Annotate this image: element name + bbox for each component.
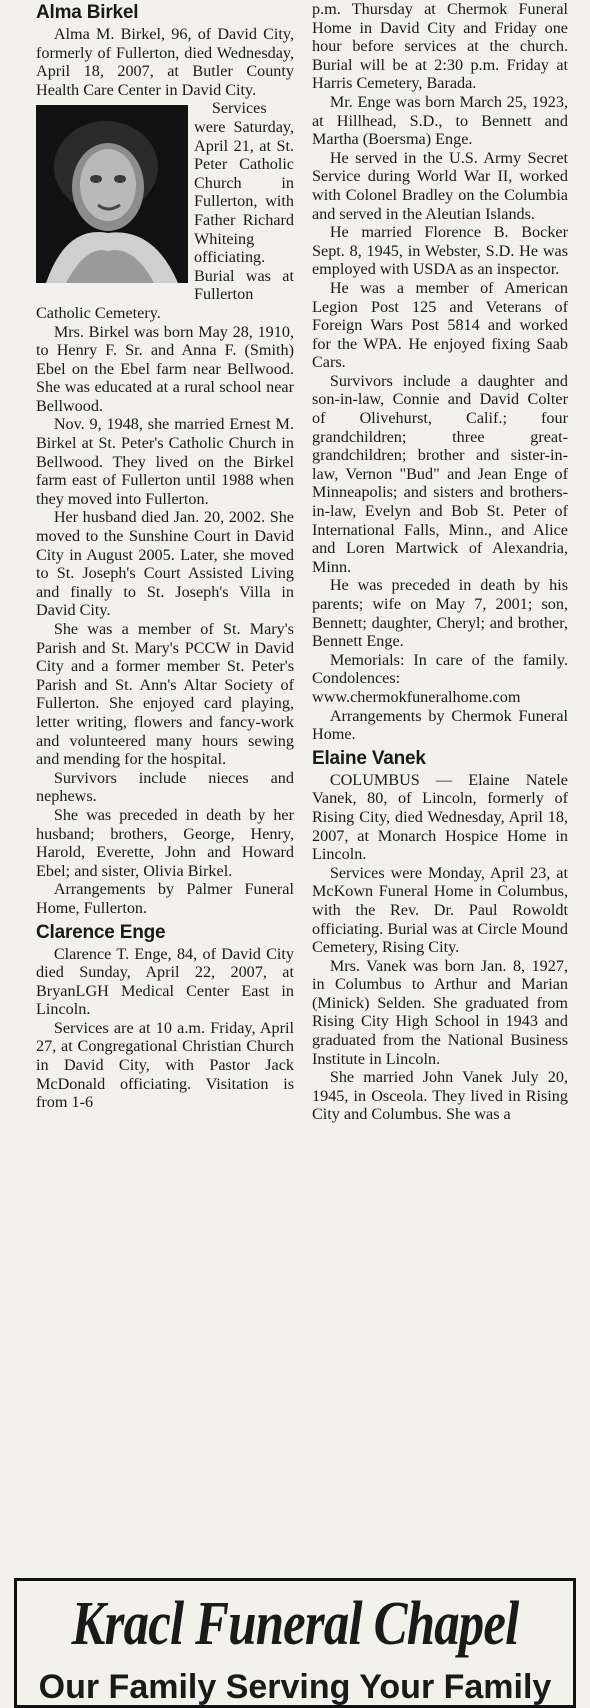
alma-paragraph-9: Arrangements by Palmer Funeral Home, Fullerton. bbox=[36, 880, 294, 917]
clarence-paragraph-2: Services are at 10 a.m. Friday, April 27, at Congregational Christian Church in David City, with Pastor Jack McDonald officiating. Visitation is from 1-6 bbox=[36, 1018, 294, 1112]
elaine-paragraph-4: She married John Vanek July 20, 1945, in Osceola. They lived in Rising City and Columbus. She was a bbox=[312, 1068, 568, 1124]
clarence-paragraph-2-continued: p.m. Thursday at Chermok Funeral Home in David City and Friday one hour before services at the church. Burial will be at 2:30 p.m. Friday at Harris Cemetery, Barada. bbox=[312, 0, 568, 93]
elaine-paragraph-3: Mrs. Vanek was born Jan. 8, 1927, in Columbus to Arthur and Marian (Minick) Selden. She graduated from Rising City High School in 1943 and graduated from the National Business Institute in Lincoln. bbox=[312, 956, 568, 1068]
clarence-paragraph-1: Clarence T. Enge, 84, of David City died Sunday, April 22, 2007, at BryanLGH Medical Center East in Lincoln. bbox=[36, 944, 294, 1019]
clarence-paragraph-6: He was a member of American Legion Post 125 and Veterans of Foreign Wars Post 5814 and worked for the WPA. He enjoyed fixing Saab Cars. bbox=[312, 278, 568, 372]
clarence-paragraph-9: Memorials: In care of the family. Condolences: www.chermokfuneralhome.com bbox=[312, 650, 568, 706]
funeral-chapel-advertisement bbox=[14, 1578, 576, 1708]
left-column bbox=[36, 0, 294, 1112]
clarence-paragraph-3: Mr. Enge was born March 25, 1923, at Hillhead, S.D., to Bennett and Martha (Boersma) Enge. bbox=[312, 92, 568, 149]
clarence-paragraph-7: Survivors include a daughter and son-in-law, Connie and David Colter of Olivehurst, Calif.; four grandchildren; three great-grandchildren; brother and sister-in-law, Vernon "Bud" and Jean Enge of Minneapolis; and sisters and brothers-in-law, Evelyn and Bob St. Peter of International Falls, Minn., and Alice and Loren Martwick of Alexandria, Minn. bbox=[312, 371, 568, 576]
ad-tagline: Our Family Serving Your Family bbox=[38, 1668, 552, 1706]
alma-paragraph-1: Alma M. Birkel, 96, of David City, formerly of Fullerton, died Wednesday, April 18, 2007, at Butler County Health Care Center in David City. bbox=[36, 25, 294, 99]
alma-paragraph-7: Survivors include nieces and nephews. bbox=[36, 768, 294, 806]
clarence-paragraph-8: He was preceded in death by his parents; wife on May 7, 2001; son, Bennett; daughter, Cheryl; and brother, Bennett Enge. bbox=[312, 576, 568, 651]
alma-paragraph-8: She was preceded in death by her husband; brothers, George, Henry, Harold, Everette, John and Howard Ebel; and sister, Olivia Birkel. bbox=[36, 805, 294, 880]
obituary-headline-alma: Alma Birkel bbox=[36, 2, 139, 23]
clarence-paragraph-5: He married Florence B. Bocker Sept. 8, 1945, in Webster, S.D. He was employed with USDA as an inspector. bbox=[312, 223, 568, 279]
ad-title: Kracl Funeral Chapel bbox=[71, 1590, 519, 1658]
alma-paragraph-4: Nov. 9, 1948, she married Ernest M. Birkel at St. Peter's Catholic Church in Bellwood. They lived on the Birkel farm east of Fullerton until 1988 when they moved into Fullerton. bbox=[36, 415, 294, 508]
alma-paragraph-5: Her husband died Jan. 20, 2002. She moved to the Sunshine Court in David City in August 2005. Later, she moved to St. Joseph's Court Assisted Living and finally to St. Joseph's Villa in David City. bbox=[36, 508, 294, 620]
elaine-paragraph-1: COLUMBUS — Elaine Natele Vanek, 80, of Lincoln, formerly of Rising City, died Wednesday, April 18, 2007, at Monarch Hospice Home in Lincoln. bbox=[312, 770, 568, 864]
alma-paragraph-2: Services were Saturday, April 21, at St. Peter Catholic Church in Fullerton, with Father Richard Whiteing officiating. Burial was at Fullerton Catholic Cemetery. bbox=[36, 99, 294, 322]
elaine-paragraph-2: Services were Monday, April 23, at McKown Funeral Home in Columbus, with the Rev. Dr. Paul Rowoldt officiating. Burial was at Circle Mound Cemetery, Rising City. bbox=[312, 863, 568, 957]
alma-paragraph-3: Mrs. Birkel was born May 28, 1910, to Henry F. Sr. and Anna F. (Smith) Ebel on the Ebel farm near Bellwood. She was educated at a rural school near Bellwood. bbox=[36, 322, 294, 415]
obituary-headline-clarence: Clarence Enge bbox=[36, 921, 166, 943]
clarence-paragraph-10: Arrangements by Chermok Funeral Home. bbox=[312, 706, 568, 744]
portrait-photo bbox=[36, 105, 188, 283]
right-column bbox=[312, 0, 568, 1124]
clarence-paragraph-4: He served in the U.S. Army Secret Service during World War II, worked with Colonel Bradley on the Columbia and served in the Aleutian Islands. bbox=[312, 148, 568, 223]
obituary-headline-elaine: Elaine Vanek bbox=[312, 747, 426, 769]
alma-paragraph-6: She was a member of St. Mary's Parish and St. Mary's PCCW in David City and a former member St. Peter's Parish and St. Ann's Altar Society of Fullerton. She enjoyed card playing, letter writing, flowers and fancy-work and volunteered many hours sewing and mending for the hospital. bbox=[36, 620, 294, 769]
